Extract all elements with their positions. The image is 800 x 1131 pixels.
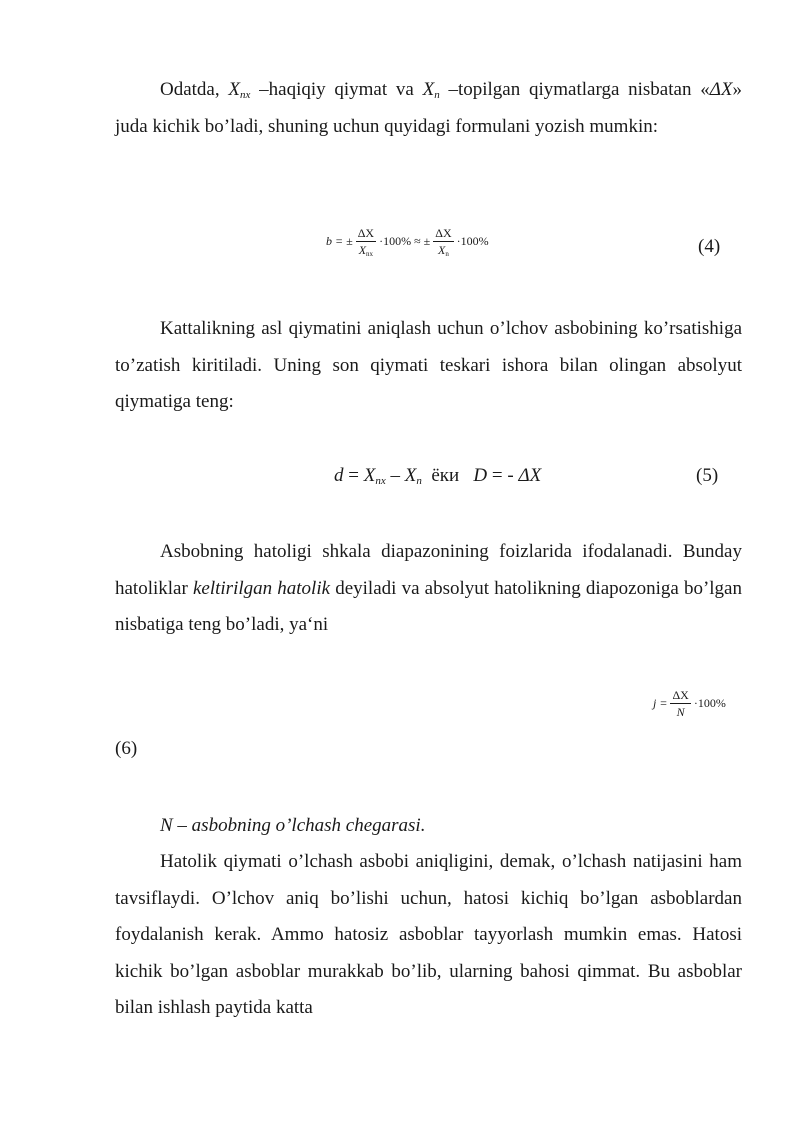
symbol-x-nx: $X_{nx}$ bbox=[228, 79, 251, 101]
fraction-denominator: N bbox=[676, 705, 685, 719]
fraction bbox=[670, 688, 690, 719]
formula-tail: ·100% bbox=[456, 234, 489, 248]
formula-tail: ·100% bbox=[693, 696, 726, 710]
text-run: –haqiqiy qiymat va bbox=[250, 79, 423, 100]
paragraph-accuracy: Hatolik qiymati o’lchash asbobi aniqligini, demak, o’lchash natijasini ham tavsiflaydi. O’lchov aniq bo’lishi uchun, hatosi kichiq bo’lgan asboblardan foydalanish kerak. Ammo hatosiz asboblar tayyorlash mumkin emas. Hatosi kichik bo’lgan asboblar murakkab bo’lib, ularning bahosi qimmat. Bu asboblar bilan ishlash paytida katta bbox=[115, 851, 742, 1018]
equation-number-4: (4) bbox=[698, 236, 721, 257]
formula-middle: ·100% ≈ ± bbox=[379, 234, 431, 248]
formula-6 bbox=[653, 688, 726, 719]
formula-4 bbox=[326, 226, 489, 257]
fraction-numerator: ΔX bbox=[435, 226, 452, 240]
fraction-denominator: $X_n$ bbox=[438, 243, 449, 258]
fraction bbox=[433, 226, 453, 257]
fraction-numerator: ΔX bbox=[672, 688, 689, 702]
text-run: » juda kichik bo’ladi, shuning uchun quyidagi formulani yozish mumkin: bbox=[115, 79, 742, 137]
symbol-delta-x: ΔX bbox=[709, 79, 733, 100]
formula-5: $d = X_{nx} - X_n$ ёки D = - ΔX bbox=[334, 465, 542, 487]
text-run: –topilgan qiymatlarga nisbatan « bbox=[439, 79, 710, 100]
equation-number-5: (5) bbox=[696, 465, 719, 486]
symbol-x-n: $X_n$ bbox=[422, 79, 440, 101]
formula-lhs: j = bbox=[653, 696, 668, 710]
fraction bbox=[356, 226, 376, 257]
equation-number-6: (6) bbox=[115, 738, 138, 759]
fraction-numerator: ΔX bbox=[357, 226, 375, 240]
paragraph-reduced-error: Asbobning hatoligi shkala diapazonining foizlarida ifodalanadi. Bunday hatoliklar keltirilgan hatolik deyiladi va absolyut hatolikning diapozoniga bo’lgan nisbatiga teng bo’ladi, ya‘ni bbox=[115, 541, 742, 635]
fraction-denominator: $X_{nx}$ bbox=[358, 243, 374, 258]
definition-line: N – asbobning o’lchash chegarasi. bbox=[160, 815, 426, 836]
paragraph-intro bbox=[115, 72, 742, 145]
formula-lhs: b = ± bbox=[326, 234, 353, 248]
text-run: Odatda, bbox=[160, 79, 229, 100]
paragraph-correction: Kattalikning asl qiymatini aniqlash uchun o’lchov asbobining ko’rsatishiga to’zatish kiritiladi. Uning son qiymati teskari ishora bilan olingan absolyut qiymatiga teng: bbox=[115, 318, 742, 412]
emphasis-term: keltirilgan hatolik bbox=[192, 577, 331, 599]
